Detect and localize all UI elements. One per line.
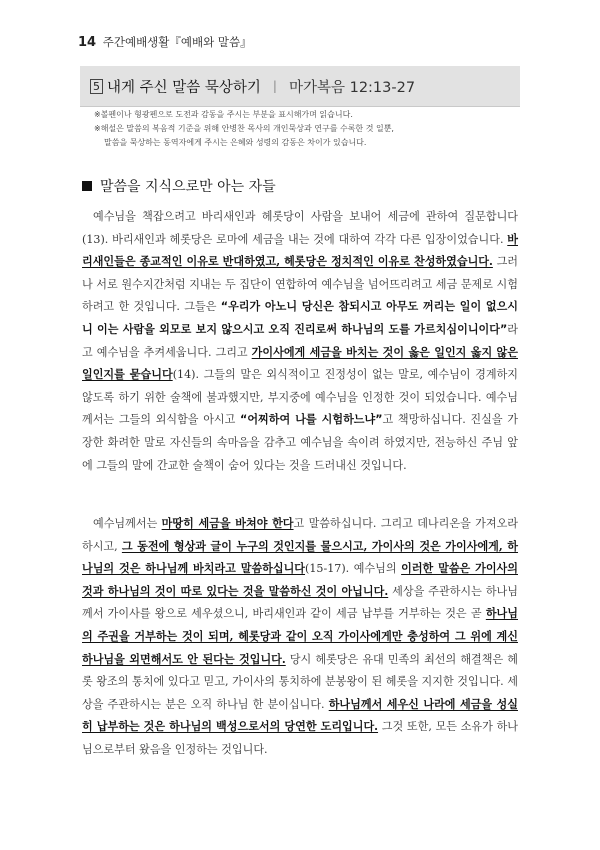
highlighted-text: 하나님의 주권을 거부하는 것이 되며, 헤롯당과 같이 오직 가이사에게만 충성하여 그 위에 계신 하나님을 외면해서도 안 된다는 것입니다. bbox=[82, 607, 518, 666]
quoted-text: “어찌하여 나를 시험하느냐” bbox=[240, 413, 383, 427]
section-title-box bbox=[80, 66, 520, 107]
section-heading bbox=[82, 176, 276, 196]
running-header bbox=[78, 34, 252, 50]
section-heading-text: 말씀을 지식으로만 아는 자들 bbox=[100, 179, 276, 195]
text-span: 당시 헤롯당은 유대 민족의 최선의 해결책은 헤롯 왕조의 통치에 있다고 믿고, 가이사의 통치하에 분봉왕이 된 헤롯을 지지한 것입니다. 세상을 주관하시는 분은 오직 하나님 한 분이십니다. bbox=[82, 652, 518, 711]
page-title: 내게 주신 말씀 묵상하기 bbox=[107, 79, 261, 96]
highlighted-text: 이러한 말씀은 가이사의 것과 하나님의 것이 따로 있다는 것을 말씀하신 것이 아닙니다. bbox=[82, 562, 518, 598]
note-line-1: ※볼펜이나 형광펜으로 도전과 감동을 주시는 부분을 표시해가며 읽습니다. bbox=[94, 110, 353, 119]
quoted-text: “우리가 아노니 당신은 참되시고 아무도 꺼리는 일이 없으시니 이는 사람을 외모로 보지 않으시고 오직 진리로써 하나님의 도를 가르치심이니이다” bbox=[82, 300, 519, 336]
text-span: 그것 또한, 모든 소유가 하나님으로부터 왔음을 인정하는 것입니다. bbox=[82, 720, 518, 756]
highlighted-text: 마땅히 세금을 바쳐야 한다 bbox=[161, 517, 294, 530]
text-span: 고 말씀하십니다. 그리고 데나리온을 가져오라 하시고, bbox=[82, 517, 518, 553]
text-span: (15-17). 예수님의 bbox=[305, 562, 402, 576]
text-span: 고 책망하십니다. 진실을 가장한 화려한 말로 자신들의 속마음을 감추고 예수님을 속이려 하였지만, 전능하신 주님 앞에 그들의 말에 간교한 술책이 숨어 있다는 것을 드러내신 것입니다. bbox=[82, 413, 518, 472]
highlighted-text: 가이사에게 세금을 바치는 것이 옳은 일인지 옳지 않은 일인지를 묻습니다 bbox=[82, 345, 518, 382]
text-span: 그러나 서로 원수지간처럼 지내는 두 집단이 연합하여 예수님을 넘어뜨리려고 세금 문제로 시험하려고 한 것입니다. 그들은 bbox=[82, 255, 518, 314]
page-number: 14 bbox=[78, 35, 97, 50]
highlighted-text: 하나님께서 세우신 나라에 세금을 성실히 납부하는 것은 하나님의 백성으로서의 당연한 도리입니다. bbox=[82, 697, 518, 734]
title-separator: | bbox=[272, 79, 277, 93]
text-span: 세상을 주관하시는 하나님께서 가이사를 왕으로 세우셨으니, 바리새인과 같이 세금 납부를 거부하는 것은 곧 bbox=[82, 584, 518, 621]
text-span: 예수님께서는 bbox=[93, 517, 162, 530]
note-line-3: 말씀을 묵상하는 동역자에게 주시는 은혜와 성령의 감동은 차이가 있습니다. bbox=[104, 138, 367, 147]
running-title: 주간예배생활『예배와 말씀』 bbox=[102, 35, 252, 49]
paragraph-2 bbox=[82, 513, 518, 762]
text-span: 라고 예수님을 추켜세웁니다. 그리고 bbox=[82, 322, 518, 359]
text-span: (14). 그들의 말은 외식적이고 진정성이 없는 말로, 예수님이 경계하지 않도록 하기 위한 술책에 불과했지만, 부지중에 예수님을 인정한 것이 되었습니다. 예수님께서는 그들의 외식함을 아시고 bbox=[82, 368, 518, 427]
section-number: 5 bbox=[90, 79, 103, 94]
highlighted-text: 바리새인들은 종교적인 이유로 반대하였고, 헤롯당은 정치적인 이유로 찬성하였습니다. bbox=[82, 232, 518, 269]
paragraph-1 bbox=[82, 206, 518, 477]
highlighted-text: 그 동전에 형상과 글이 누구의 것인지를 물으시고, 가이사의 것은 가이사에게, 하나님의 것은 하나님께 바치라고 말씀하십니다 bbox=[82, 539, 519, 576]
text-span: 예수님을 책잡으려고 바리새인과 헤롯당이 사람을 보내어 세금에 관하여 질문합니다(13). 바리새인과 헤롯당은 로마에 세금을 내는 것에 대하여 각각 다른 입장이었습니다. bbox=[82, 210, 518, 246]
note-line-2: ※해설은 말씀의 복음적 기준을 위해 안병찬 목사의 개인묵상과 연구를 수록한 것 일뿐, bbox=[94, 124, 394, 133]
square-bullet-icon bbox=[82, 181, 92, 191]
scripture-reference: 마가복음 12:13-27 bbox=[288, 79, 416, 96]
